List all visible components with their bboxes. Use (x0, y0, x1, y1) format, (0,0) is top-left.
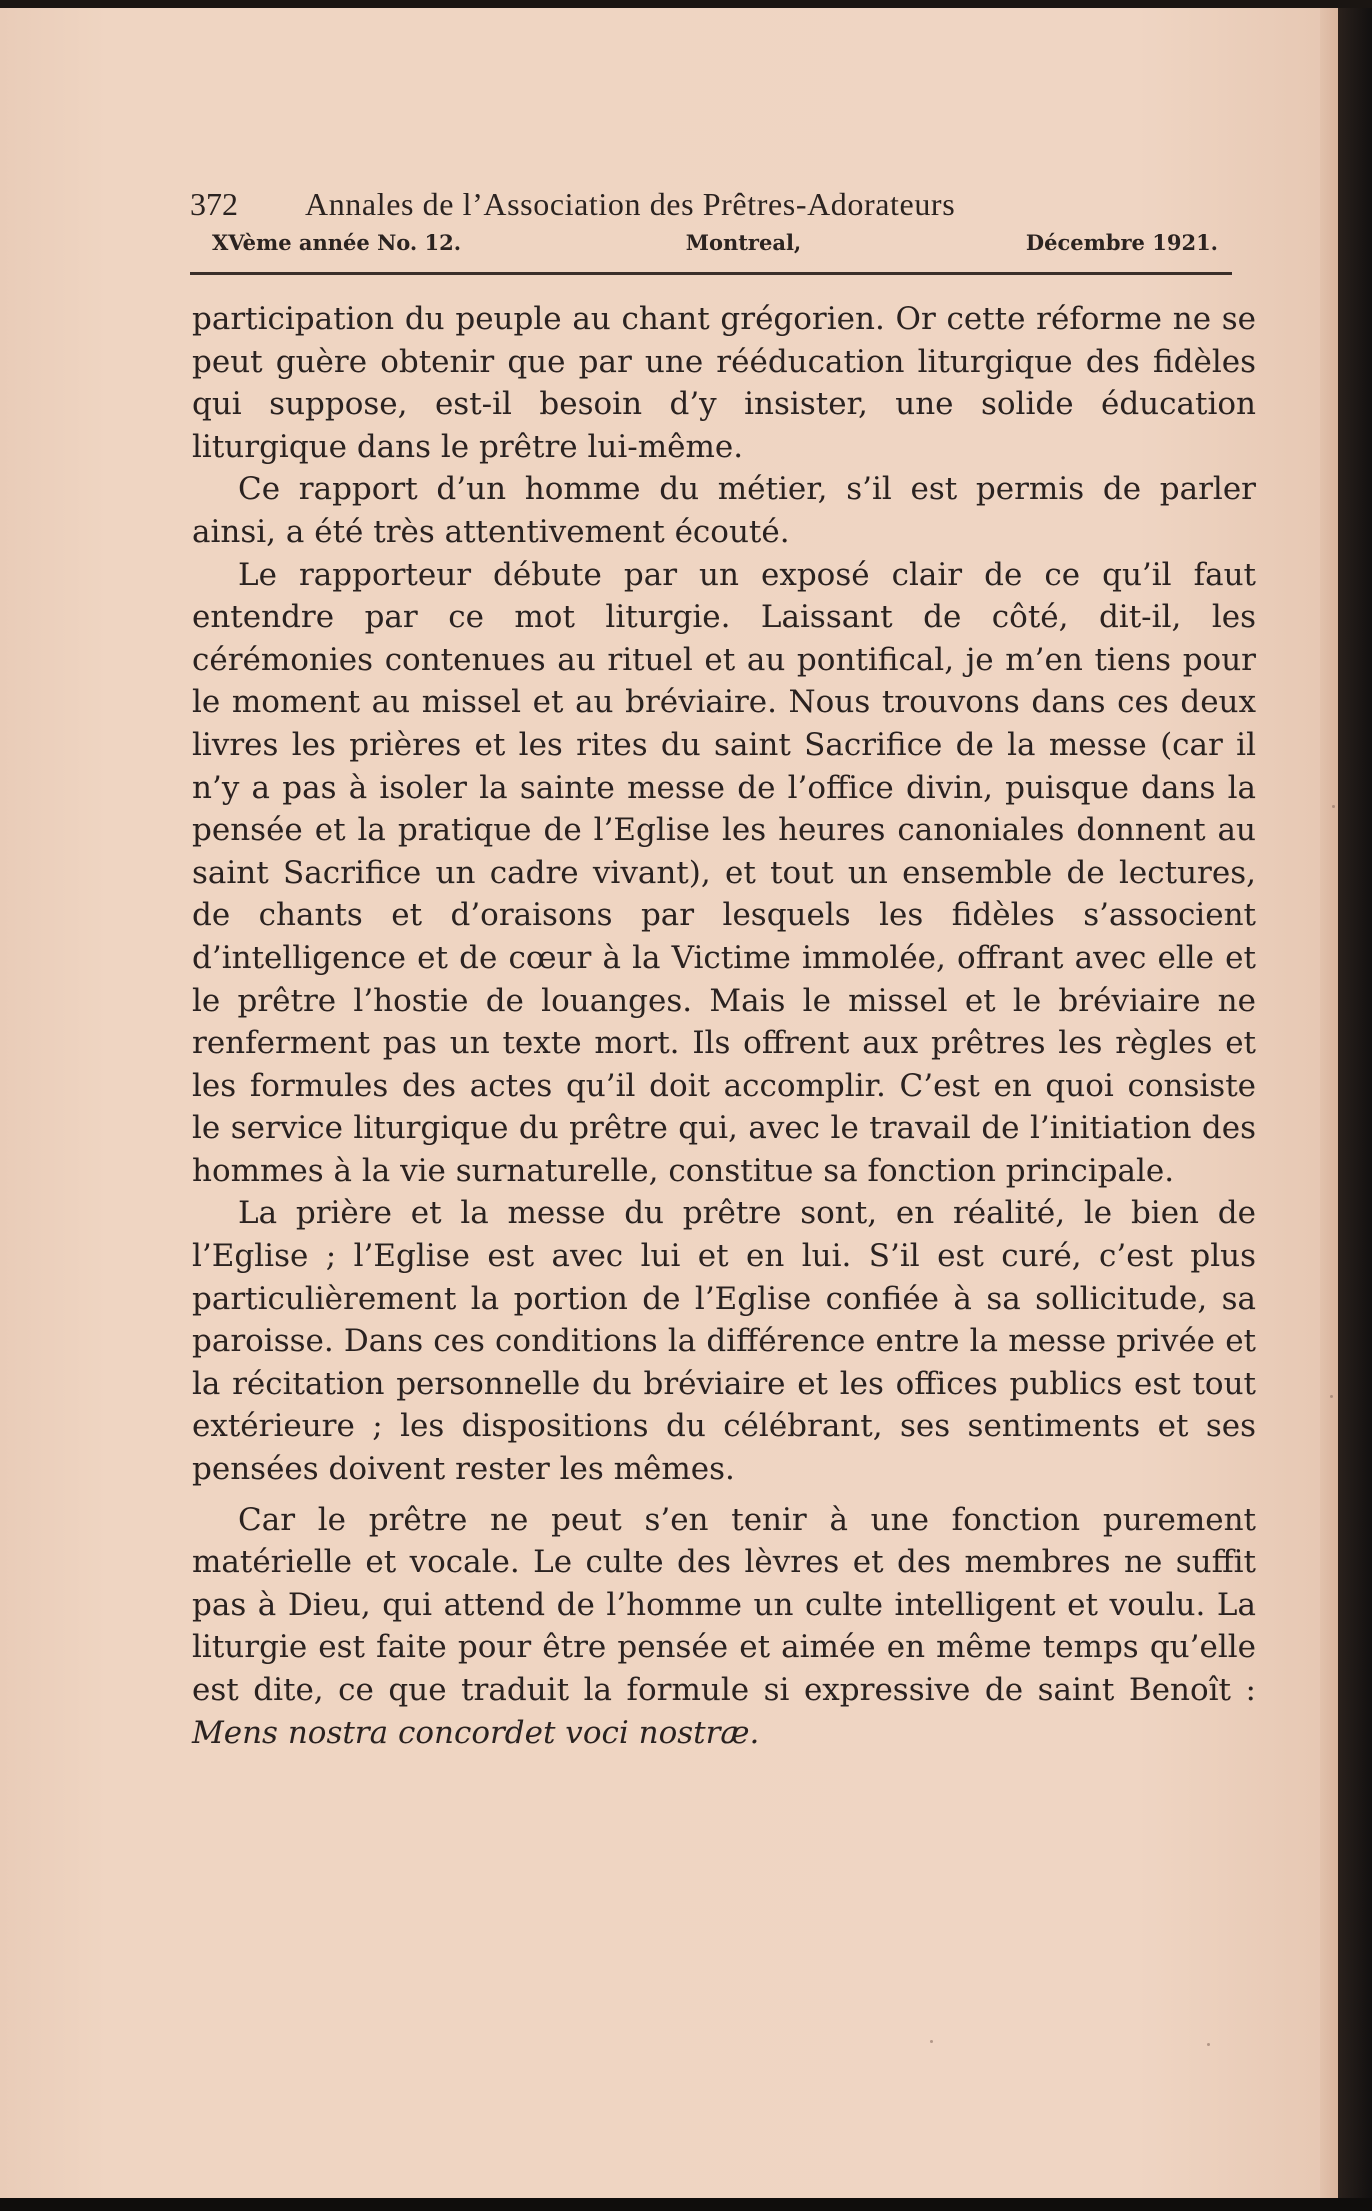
paper-speck (1207, 2043, 1210, 2046)
paragraph-3: Le rapporteur débute par un exposé clair de ce qu’il faut entendre par ce mot liturgie. Laissant de côté, dit-il, les cérémonies contenues au rituel et au pontifical, je m’en tiens pour le moment au missel et au bréviaire. Nous trouvons dans ces deux livres les prières et les rites du saint Sacrifice de la messe (car il n’y a pas à isoler la sainte messe de l’office divin, puisque dans la pensée et la pratique de l’Eglise les heures canoniales donnent au saint Sacrifice un cadre vivant), et tout un ensemble de lectures, de chants et d’oraisons par lesquels les fidèles s’associent d’intelligence et de cœur à la Victime immolée, offrant avec elle et le prêtre l’hostie de louanges. Mais le missel et le bréviaire ne renferment pas un texte mort. Ils offrent aux prêtres les règles et les formules des actes qu’il doit accomplir. C’est en quoi consiste le service liturgique du prêtre qui, avec le travail de l’initiation des hommes à la vie surnaturelle, constitue sa fonction principale. (192, 556, 1256, 1189)
paper-speck (1330, 1395, 1333, 1398)
paper-speck (930, 2040, 933, 2043)
page-edge-shadow (1320, 8, 1338, 2198)
background-strip-bottom (0, 2198, 1372, 2211)
paper-speck (1332, 805, 1335, 808)
paragraph-5-text: Car le prêtre ne peut s’en tenir à une fonction purement matérielle et vocale. Le culte des lèvres et des membres ne suffit pas à Dieu, qui attend de l’homme un culte intelligent et voulu. La liturgie est faite pour être pensée et aimée en même temps qu’elle est dite, ce que traduit la formule si expressive de saint Benoît : (192, 1501, 1256, 1708)
city-label: Montreal, (685, 230, 802, 255)
date-label: Décembre 1921. (1025, 230, 1218, 255)
closing-quote: Mens nostra concordet voci nostræ. (192, 1714, 760, 1751)
paragraph-4: La prière et la messe du prêtre sont, en réalité, le bien de l’Eglise ; l’Eglise est avec lui et en lui. S’il est curé, c’est plus particulièrement la portion de l’Eglise confiée à sa sollicitude, sa paroisse. Dans ces conditions la différence entre la messe privée et la récitation personnelle du bréviaire et les offices publics est tout extérieure ; les dispositions du célébrant, ses sentiments et ses pensées doivent rester les mêmes. (192, 1195, 1256, 1488)
background-strip-right (1338, 8, 1372, 2211)
header-title-line (190, 186, 1230, 230)
paragraph-5 (192, 1499, 1256, 1755)
header-issue-line (190, 230, 1230, 268)
body-text (192, 298, 1256, 1754)
header-rule (190, 272, 1232, 275)
page-number: 372 (190, 186, 238, 222)
issue-label: XVème année No. 12. (212, 230, 462, 255)
journal-title: Annales de l’Association des Prêtres-Adorateurs (305, 186, 956, 222)
paragraph-1: participation du peuple au chant grégorien. Or cette réforme ne se peut guère obtenir que par une rééducation liturgique des fidèles qui suppose, est-il besoin d’y insister, une solide éducation liturgique dans le prêtre lui-même. (192, 301, 1256, 465)
paragraph-2: Ce rapport d’un homme du métier, s’il est permis de parler ainsi, a été très attentivement écouté. (192, 471, 1256, 550)
running-header (190, 186, 1230, 268)
